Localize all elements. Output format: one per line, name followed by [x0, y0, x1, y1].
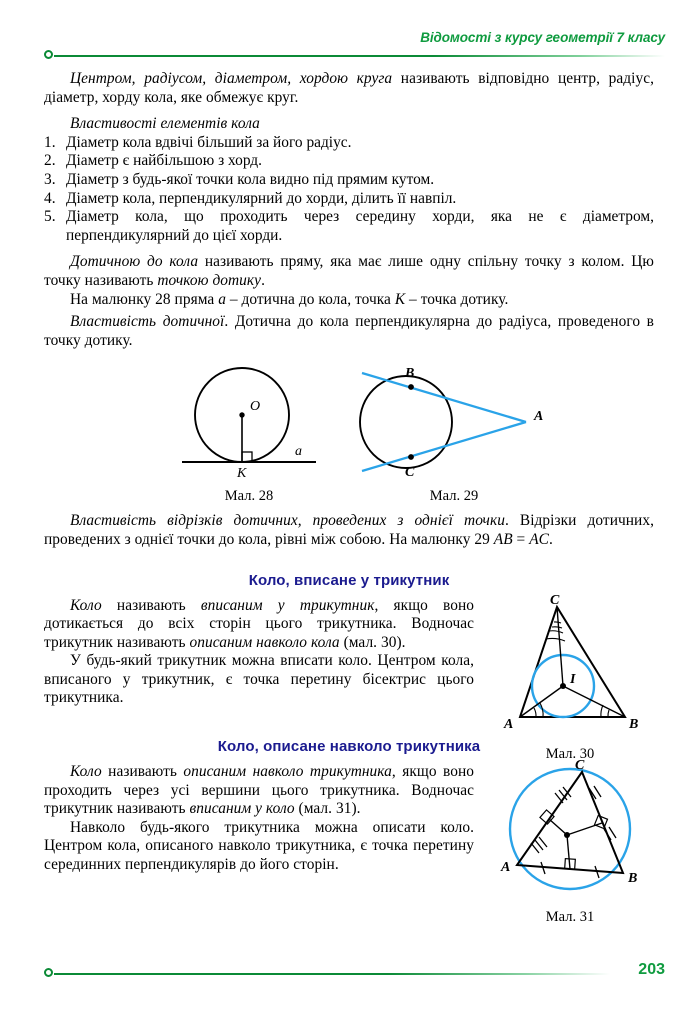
footer-circle-marker-icon — [44, 968, 53, 977]
fig31-triangle — [517, 772, 623, 873]
segments-property-term: Властивість відрізків дотичних, проведених з однієї точки — [70, 512, 505, 530]
segments-property-text: . Відрізки дотичних, проведених з однієї точки до кола, рівні між собою. На малюнку 29 — [44, 512, 654, 548]
fig29-label-C: C — [405, 465, 415, 481]
page-header — [44, 30, 665, 64]
fig30-angle-arc-C-1 — [549, 630, 563, 632]
paragraph-inscribed-2: У будь-який трикутник можна вписати коло. Центром кола, вписаного у трикутник, є точка перетину бісектрис цього трикутника. — [44, 652, 474, 707]
circumscribed-term-inscribed: вписаним у коло — [189, 800, 295, 818]
page-content — [44, 70, 655, 926]
equals-sign: = — [512, 530, 530, 548]
figure-29-caption: Мал. 29 — [429, 488, 479, 505]
fig30-bisector-from-C — [557, 607, 563, 686]
section-heading-circumscribed-circle: Коло, описане навколо трикутника — [217, 738, 481, 756]
inscribed-term-described: описаним навколо кола — [189, 633, 340, 651]
definitions-rest: називають відповідно центр, радіус, діаметр, хорду кола, яке обмежує круг. — [44, 70, 655, 106]
circumscribed-text-1: називають — [101, 763, 184, 781]
fig30-label-I: I — [570, 671, 576, 687]
figure-row-28-29 — [44, 360, 654, 512]
paragraph-tangent-property — [44, 313, 654, 350]
inscribed-text-2: , якщо воно дотикається до всіх сторін цього трикутника. Водночас трикутник називають — [44, 596, 474, 651]
fig31-perp-bisector-BC — [567, 823, 602, 835]
figure-31-caption: Мал. 31 — [545, 909, 595, 926]
segments-period: . — [548, 530, 553, 548]
page-footer — [44, 961, 665, 990]
fig28-line-label: a — [218, 290, 226, 308]
paragraph-tangent-definition — [44, 253, 654, 290]
figure-31-diagram — [495, 757, 645, 902]
fig28-label-K: K — [237, 466, 247, 482]
list-item: Діаметр кола, що проходить через середину хорди, яка не є діаметром, перпендикулярний до цієї хорди. — [66, 208, 654, 244]
fig28-label-center: O — [250, 399, 261, 415]
figure-29-diagram — [344, 360, 574, 486]
spacer — [44, 550, 654, 572]
paragraph-figure28-reference — [44, 291, 654, 310]
fig30-angle-arc-A-1 — [534, 708, 536, 717]
inscribed-fig-ref: (мал. 30). — [339, 633, 406, 651]
fig31-circumscribed-circle — [510, 769, 630, 889]
fig31-label-B: B — [628, 871, 638, 887]
paragraph-definitions — [44, 70, 654, 107]
paragraph-inscribed-1 — [44, 597, 474, 653]
paragraph-tangent-segments-property — [44, 512, 654, 549]
definitions-terms: Центром, радіусом, діаметром, хордою круга — [70, 70, 393, 87]
fig30-angle-arc-C-2 — [546, 638, 565, 641]
circumscribed-term-main: описаним навколо трикутника — [183, 763, 392, 781]
section-circumscribed-text — [44, 763, 474, 875]
paragraph-circumscribed-2: Навколо будь-якого трикутника можна описати коло. Центром кола, описаного навколо трикутника, є точка перетину серединних перпендикулярів до його сторін. — [44, 818, 474, 874]
fig30-angle-arc-B-2 — [601, 705, 603, 717]
fig31-label-C: C — [575, 758, 585, 774]
fig30-label-C: C — [550, 592, 560, 608]
tangent-property-term: Властивість дотичної — [70, 313, 225, 331]
circumscribed-fig-ref: (мал. 31). — [294, 800, 361, 818]
fig29-tangent-line-upper — [362, 373, 526, 422]
inscribed-text-1: називають — [101, 596, 201, 614]
spacer — [44, 107, 654, 115]
figure-28-caption: Мал. 28 — [224, 488, 274, 505]
list-item: Діаметр з будь-якої точки кола видно під прямим кутом. — [66, 170, 435, 188]
fig28-ref-text-3: – точка дотику. — [405, 290, 509, 308]
tangent-term: Дотичною до кола — [70, 253, 199, 271]
fig30-label-A: A — [504, 716, 514, 732]
fig29-tangent-line-lower — [362, 422, 526, 471]
segment-AB-label: AB — [493, 530, 513, 548]
fig30-angle-arc-B-1 — [608, 710, 609, 717]
fig31-label-A: A — [501, 860, 511, 876]
properties-list — [44, 134, 654, 246]
list-item: Діаметр кола вдвічі більший за його радіус. — [66, 133, 352, 151]
circumscribed-term-kolo: Коло — [70, 763, 102, 781]
fig30-bisector-from-A — [520, 686, 563, 717]
fig28-point-label: K — [394, 290, 406, 308]
fig28-label-a: a — [295, 444, 302, 460]
running-head-title: Відомості з курсу геометрії 7 класу — [420, 30, 665, 45]
fig31-tick-marks-AC — [531, 837, 547, 853]
inscribed-term-main: вписаним у трикутник — [200, 596, 375, 614]
spacer — [44, 245, 654, 253]
figure-31-container — [480, 757, 660, 926]
list-item: Діаметр є найбільшою з хорд. — [66, 152, 262, 170]
fig31-perp-bisector-AC — [549, 819, 567, 835]
fig30-angle-arc-C-4 — [552, 626, 562, 627]
inscribed-term-kolo: Коло — [70, 596, 102, 614]
fig31-circumcenter-dot — [564, 832, 570, 838]
figure-30-caption: Мал. 30 — [545, 745, 595, 762]
fig28-center-dot — [239, 413, 244, 418]
fig28-ref-text-1: На малюнку 28 пряма — [70, 290, 219, 308]
fig30-incenter-dot — [560, 683, 566, 689]
footer-divider-rule — [54, 973, 610, 975]
tangent-property-text: . Дотична до кола перпендикулярна до радіуса, проведеного в точку дотику. — [44, 313, 654, 349]
header-circle-marker-icon — [44, 50, 53, 59]
fig29-label-B: B — [405, 366, 415, 382]
tangent-text-2: . — [261, 271, 265, 289]
fig29-circle — [360, 376, 452, 468]
fig30-label-B: B — [629, 716, 639, 732]
segment-AC-label: AC — [529, 530, 549, 548]
figure-30-diagram — [495, 591, 645, 739]
section-inscribed-text — [44, 597, 474, 709]
fig28-ref-text-2: – дотична до кола, точка — [225, 290, 395, 308]
fig31-perp-bisector-AB — [567, 835, 570, 869]
tangency-point-term: точкою дотику — [157, 271, 262, 289]
figure-28-diagram — [164, 360, 334, 486]
fig29-label-A: A — [534, 409, 544, 425]
properties-heading-text: Властивості елементів кола — [70, 115, 260, 133]
tangent-text-1: називають пряму, яка має лише одну спільну точку з колом. Цю точку називають — [44, 253, 654, 289]
figure-30-container — [480, 591, 660, 763]
section-circumscribed-body — [44, 758, 654, 926]
fig29-point-B-dot — [408, 384, 414, 390]
heading-circle-element-properties — [44, 115, 654, 134]
fig29-point-C-dot — [408, 454, 414, 460]
fig30-angle-arc-C-3 — [554, 621, 561, 622]
header-divider-rule — [54, 55, 665, 57]
section-heading-inscribed-circle: Коло, вписане у трикутник — [248, 571, 450, 589]
circumscribed-text-2: , якщо воно проходить через усі вершини цього трикутника. Водночас трикутник називають — [44, 763, 474, 818]
page-number: 203 — [638, 961, 665, 978]
list-item: Діаметр кола, перпендикулярний до хорди, ділить її навпіл. — [66, 189, 457, 207]
paragraph-circumscribed-1 — [44, 763, 474, 819]
